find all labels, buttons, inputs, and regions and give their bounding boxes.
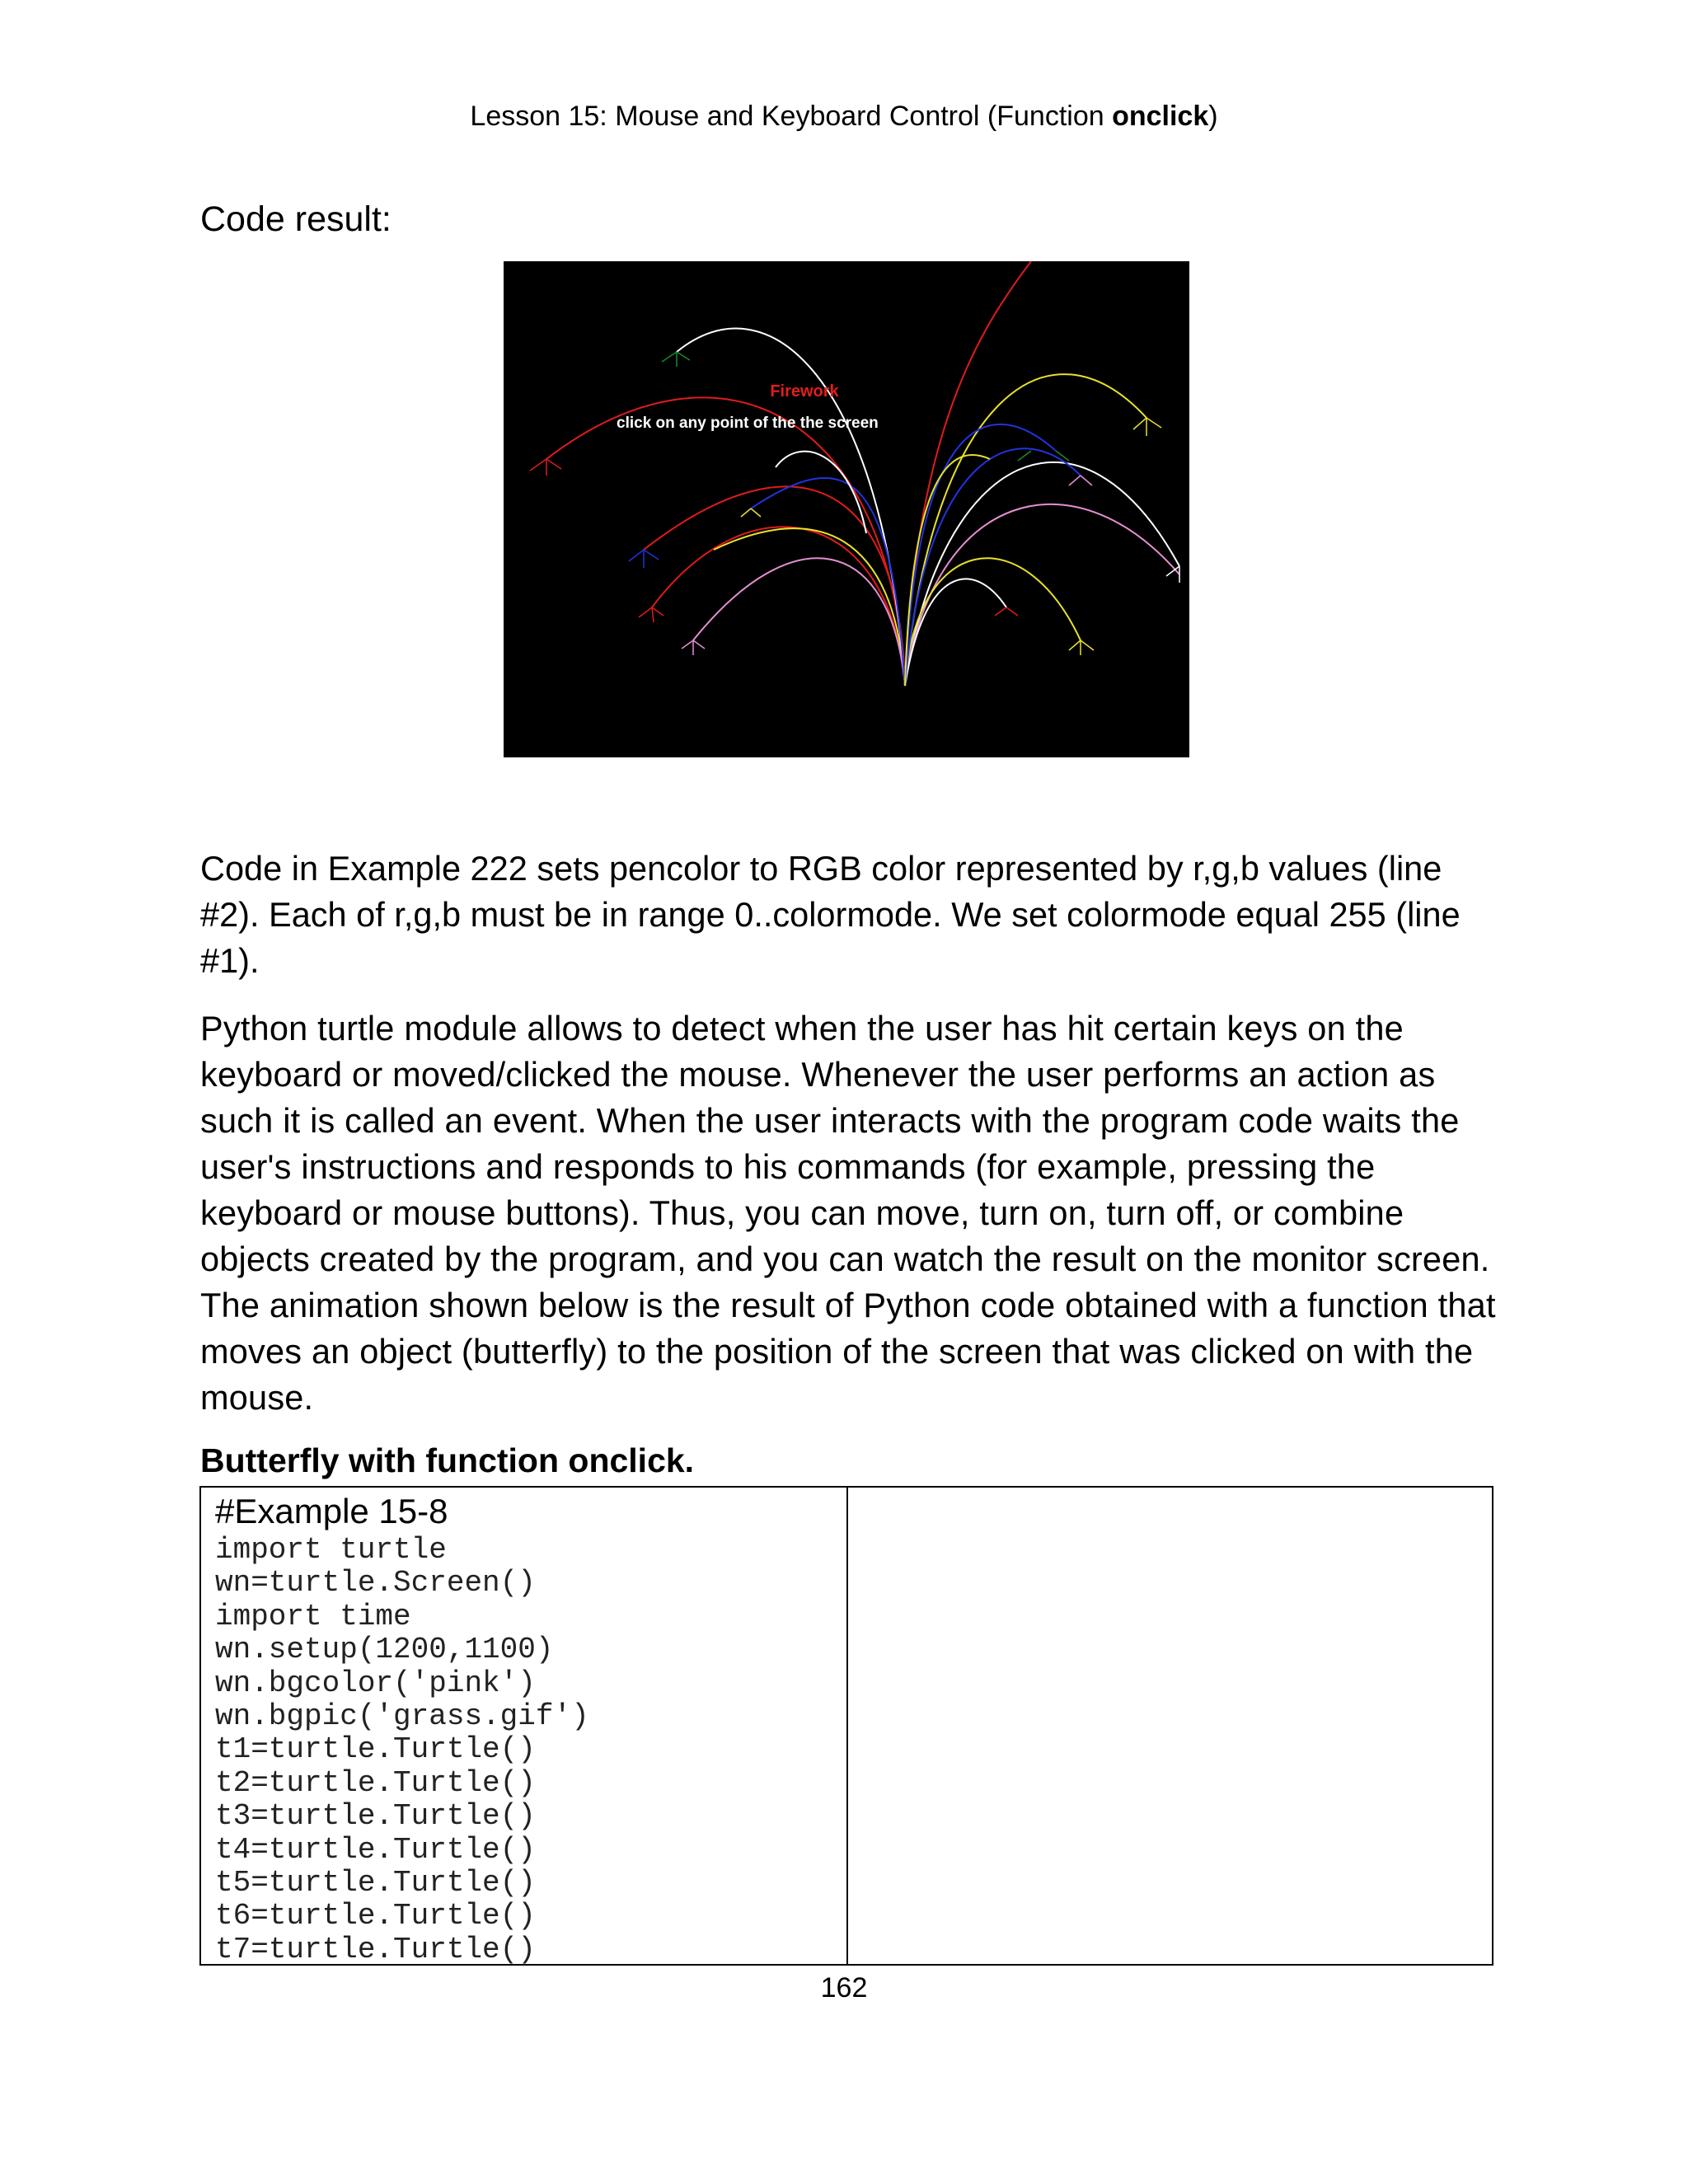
header-bold: onclick bbox=[1112, 101, 1209, 132]
code-line: import turtle bbox=[215, 1533, 447, 1567]
code-line: t2=turtle.Turtle() bbox=[215, 1765, 536, 1800]
code-line: wn.bgcolor('pink') bbox=[215, 1666, 536, 1700]
code-lines bbox=[215, 1534, 589, 1966]
code-caption: Butterfly with function onclick. bbox=[200, 1441, 695, 1479]
header-prefix: Lesson 15: Mouse and Keyboard Control (Function bbox=[470, 101, 1113, 132]
code-line: t1=turtle.Turtle() bbox=[215, 1732, 536, 1767]
code-result-label: Code result: bbox=[200, 199, 392, 239]
header-suffix: ) bbox=[1208, 101, 1218, 132]
figure-title: Firework bbox=[770, 382, 839, 401]
figure-subtitle: click on any point of the the screen bbox=[617, 415, 879, 432]
code-line: import time bbox=[215, 1599, 411, 1633]
code-line: t4=turtle.Turtle() bbox=[215, 1832, 536, 1867]
page-header bbox=[0, 97, 1688, 135]
code-line: t7=turtle.Turtle() bbox=[215, 1932, 536, 1966]
page-number: 162 bbox=[820, 1972, 868, 2004]
firework-screenshot bbox=[504, 261, 1189, 757]
code-line: wn.bgpic('grass.gif') bbox=[215, 1699, 589, 1734]
code-line: t6=turtle.Turtle() bbox=[215, 1899, 536, 1933]
table-column-divider bbox=[846, 1488, 848, 1964]
code-line: t3=turtle.Turtle() bbox=[215, 1799, 536, 1834]
code-line: t5=turtle.Turtle() bbox=[215, 1866, 536, 1900]
code-line: wn.setup(1200,1100) bbox=[215, 1633, 554, 1667]
firework-arcs bbox=[504, 261, 1189, 757]
code-example-title: #Example 15-8 bbox=[215, 1492, 448, 1530]
paragraph-events: Python turtle module allows to detect when the user has hit certain keys on the keyboard or moved/clicked the mouse. Whenever the user performs an action as such it is called an event. When the user interacts with the program code waits the user's instructions and responds to his commands (for example, pressing the keyboard or mouse buttons). Thus, you can move, turn on, turn off, or combine objects created by the program, and you can watch the result on the monitor screen. The animation shown below is the result of Python code obtained with a function that moves an object (butterfly) to the position of the screen that was clicked on with the mouse. bbox=[200, 1009, 1496, 1417]
code-table bbox=[199, 1486, 1493, 1966]
code-line: wn=turtle.Screen() bbox=[215, 1566, 536, 1601]
paragraph-rgb: Code in Example 222 sets pencolor to RGB color represented by r,g,b values (line #2). Each of r,g,b must be in range 0..colormode. We set colormode equal 255 (line #1). bbox=[200, 849, 1461, 980]
